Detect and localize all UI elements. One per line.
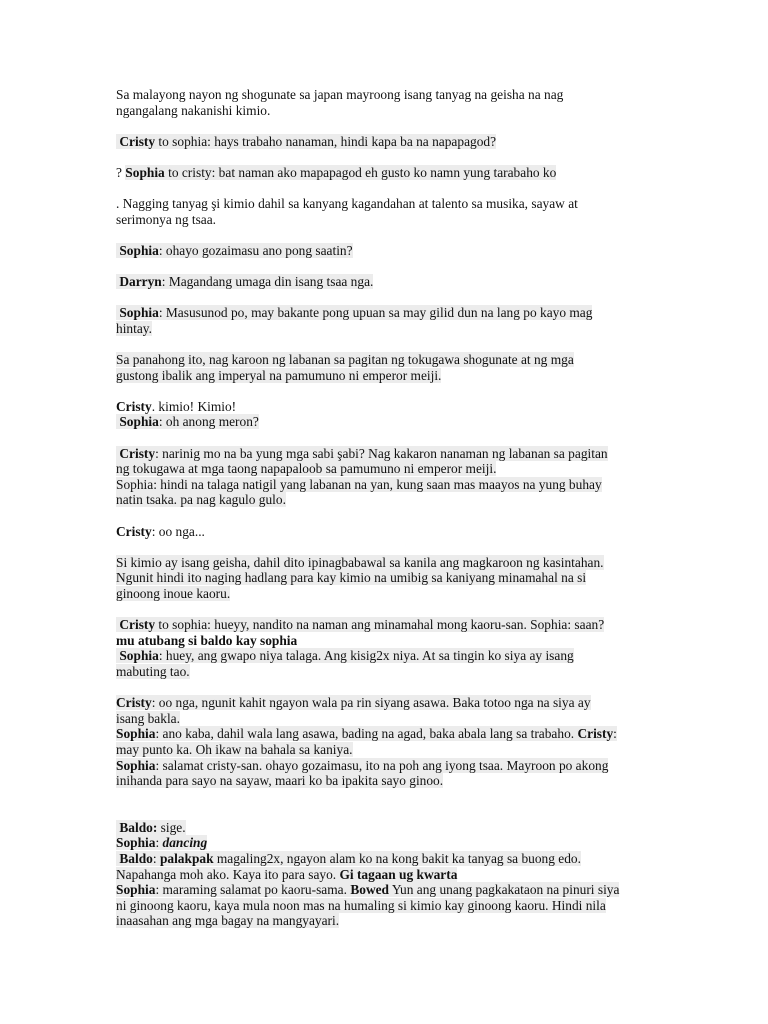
speaker-name: Cristy	[119, 617, 156, 633]
dialogue-text: : Magandang umaga din isang tsaa nga.	[161, 274, 374, 290]
text-line: hintay.	[116, 320, 152, 336]
dialogue-text: to sophia: hays trabaho nanaman, hindi kapa ba na napapagod?	[155, 133, 497, 149]
dialogue-text: sige.	[157, 819, 186, 835]
stage-direction: dancing	[162, 835, 208, 851]
stage-direction: mu atubang si baldo kay sophia	[116, 632, 298, 648]
stage-direction: palakpak	[159, 850, 214, 866]
speaker-name: Sophia	[119, 305, 159, 321]
text-line: Sa malayong nayon ng shogunate sa japan mayroong isang tanyag na geisha na nag	[116, 87, 564, 102]
dialogue-text: to sophia: hueyy, nandito na naman ang minamahal mong kaoru-san. Sophia: saan?	[155, 617, 605, 633]
text-line: may punto ka. Oh ikaw na bahala sa kaniya.	[116, 741, 353, 757]
paragraph-baldo-1: Baldo: sige. Sophia: dancing Baldo: palakpak magaling2x, ngayon alam ko na kong bakit ka tanyag sa buong edo. Napahanga moh ako. Kaya ito para sayo. Gi tagaan ug kwarta Sophia: maraming salamat po kaoru-sama. Bowed Yun ang unang pagkakataon na pinuri siya ni ginoong kaoru, kaya mula noon mas na humaling si kimio kay ginoong kaoru. Hindi nila inaasahan ang mga bagay na mangyayari.	[116, 819, 620, 929]
paragraph-cristy-3	[116, 446, 668, 508]
speaker-name: Cristy	[577, 726, 614, 742]
paragraph-narration-1	[116, 196, 668, 227]
dialogue-text: : salamat cristy-san. ohayo gozaimasu, ito na poh ang iyong tsaa. Mayroon po akong	[155, 757, 609, 773]
dialogue-text: : oo nga, ngunit kahit ngayon wala pa rin siyang asawa. Baka totoo nga na siya ay	[151, 695, 591, 711]
speaker-name: Sophia	[119, 414, 159, 430]
speaker-name: Cristy	[116, 695, 152, 711]
dialogue-text: : Masusunod po, may bakante pong upuan sa may gilid dun na lang po kayo mag	[158, 305, 593, 321]
text-line: gustong ibalik ang imperyal na pamumuno ni emperor meiji.	[116, 367, 442, 383]
text-line: mabuting tao.	[116, 663, 190, 679]
text-line: serimonya ng tsaa.	[116, 211, 217, 227]
dialogue-text: : ano kaba, dahil wala lang asawa, bading na agad, baka abala lang sa trabaho.	[155, 726, 578, 742]
speaker-name: Sophia	[119, 648, 159, 664]
dialogue-text: magaling2x, ngayon alam ko na kong bakit ka tanyag sa buong edo.	[213, 850, 581, 866]
paragraph-cristy-4	[116, 524, 668, 540]
dialogue-text: : narinig mo na ba yung mga sabi şabi? Nag kakaron nanaman ng labanan sa pagitan	[155, 445, 608, 461]
paragraph-cristy-6: Cristy: oo nga, ngunit kahit ngayon wala pa rin siyang asawa. Baka totoo nga na siya ay isang bakla. Sophia: ano kaba, dahil wala lang asawa, bading na agad, baka abala lang sa trabaho. Cristy: may punto ka. Oh ikaw na bahala sa kaniya. Sophia: salamat cristy-san. ohayo gozaimasu, ito na poh ang iyong tsaa. Mayroon po akong inihanda para sayo na sayaw, maari ko ba ipakita sayo ginoo.	[116, 695, 617, 789]
dialogue-text: to cristy: bat naman ako mapapagod eh gusto ko namn yung tarabaho ko	[164, 164, 557, 180]
text-line: inaasahan ang mga bagay na mangyayari.	[116, 913, 340, 929]
speaker-name: Cristy	[116, 398, 152, 414]
text-line: natin tsaka. pa nag kagulo gulo.	[116, 492, 286, 508]
dialogue-text: Yun ang unang pagkakataon na pinuri siya	[389, 882, 620, 898]
text-line: ginoong inoue kaoru.	[116, 586, 231, 601]
paragraph-narration-3	[116, 555, 668, 602]
speaker-name: Baldo:	[119, 819, 158, 835]
text-line: Ngunit hindi ito naging hadlang para kay kimio na umibig sa kaniyang minamahal na si	[116, 570, 587, 586]
text-line: Si kimio ay isang geisha, dahil dito ipinagbabawal sa kanila ang magkaroon ng kasintahan.	[116, 554, 604, 570]
text-line: ngangalang nakanishi kimio.	[116, 102, 271, 118]
speaker-name: Cristy	[116, 523, 152, 539]
paragraph-cristy-5	[116, 617, 668, 679]
speaker-name: Cristy	[119, 133, 156, 149]
dialogue-text: . kimio! Kimio!	[151, 398, 237, 414]
dialogue-text: : huey, ang gwapo niya talaga. Ang kisig2x niya. At sa tingin ko siya ay isang	[158, 648, 574, 664]
text-line: Sophia: hindi na talaga natigil yang labanan na yan, kung saan mas maayos na yung buhay	[116, 476, 602, 492]
speaker-name: Cristy	[119, 445, 156, 461]
paragraph-intro	[116, 87, 668, 118]
paragraph-narration-2	[116, 352, 668, 383]
paragraph-sophia-1: ? Sophia to cristy: bat naman ako mapapagod eh gusto ko namn yung tarabaho ko	[116, 164, 557, 180]
speaker-name: Sophia	[116, 835, 156, 851]
paragraph-sophia-3	[116, 305, 668, 336]
speaker-name: Sophia	[125, 164, 165, 180]
stage-direction: Bowed	[350, 882, 390, 898]
dialogue-text: : ohayo gozaimasu ano pong saatin?	[158, 242, 353, 258]
text-line: ng tokugawa at mga taong napapaloob sa pamumuno ni emperor meiji.	[116, 461, 497, 477]
text-line: inihanda para sayo na sayaw, maari ko ba ipakita sayo ginoo.	[116, 773, 444, 789]
speaker-name: Darryn	[119, 274, 162, 290]
stage-direction: Gi tagaan ug kwarta	[339, 866, 458, 882]
text-line: . Nagging tanyag şi kimio dahil sa kanyang kagandahan at talento sa musika, sayaw at	[116, 196, 578, 212]
text-line: Sa panahong ito, nag karoon ng labanan sa pagitan ng tokugawa shogunate at ng mga	[116, 352, 574, 368]
speaker-name: Sophia	[116, 882, 156, 898]
text-line: ni ginoong kaoru, kaya mula noon mas na humaling si kimio kay ginoong kaoru. Hindi nila	[116, 897, 606, 913]
dialogue-text: Napahanga moh ako. Kaya ito para sayo.	[116, 866, 340, 882]
dialogue-text: : oo nga...	[151, 523, 205, 539]
text-line: isang bakla.	[116, 710, 180, 726]
paragraph-sophia-2	[116, 243, 668, 259]
speaker-name: Sophia	[116, 726, 156, 742]
paragraph-cristy-1	[116, 134, 668, 150]
speaker-name: Sophia	[116, 757, 156, 773]
speaker-name: Sophia	[119, 242, 159, 258]
dialogue-text: : oh anong meron?	[158, 414, 259, 430]
speaker-name: Baldo	[119, 850, 153, 866]
paragraph-darryn-1	[116, 274, 668, 290]
paragraph-cristy-2	[116, 399, 668, 430]
